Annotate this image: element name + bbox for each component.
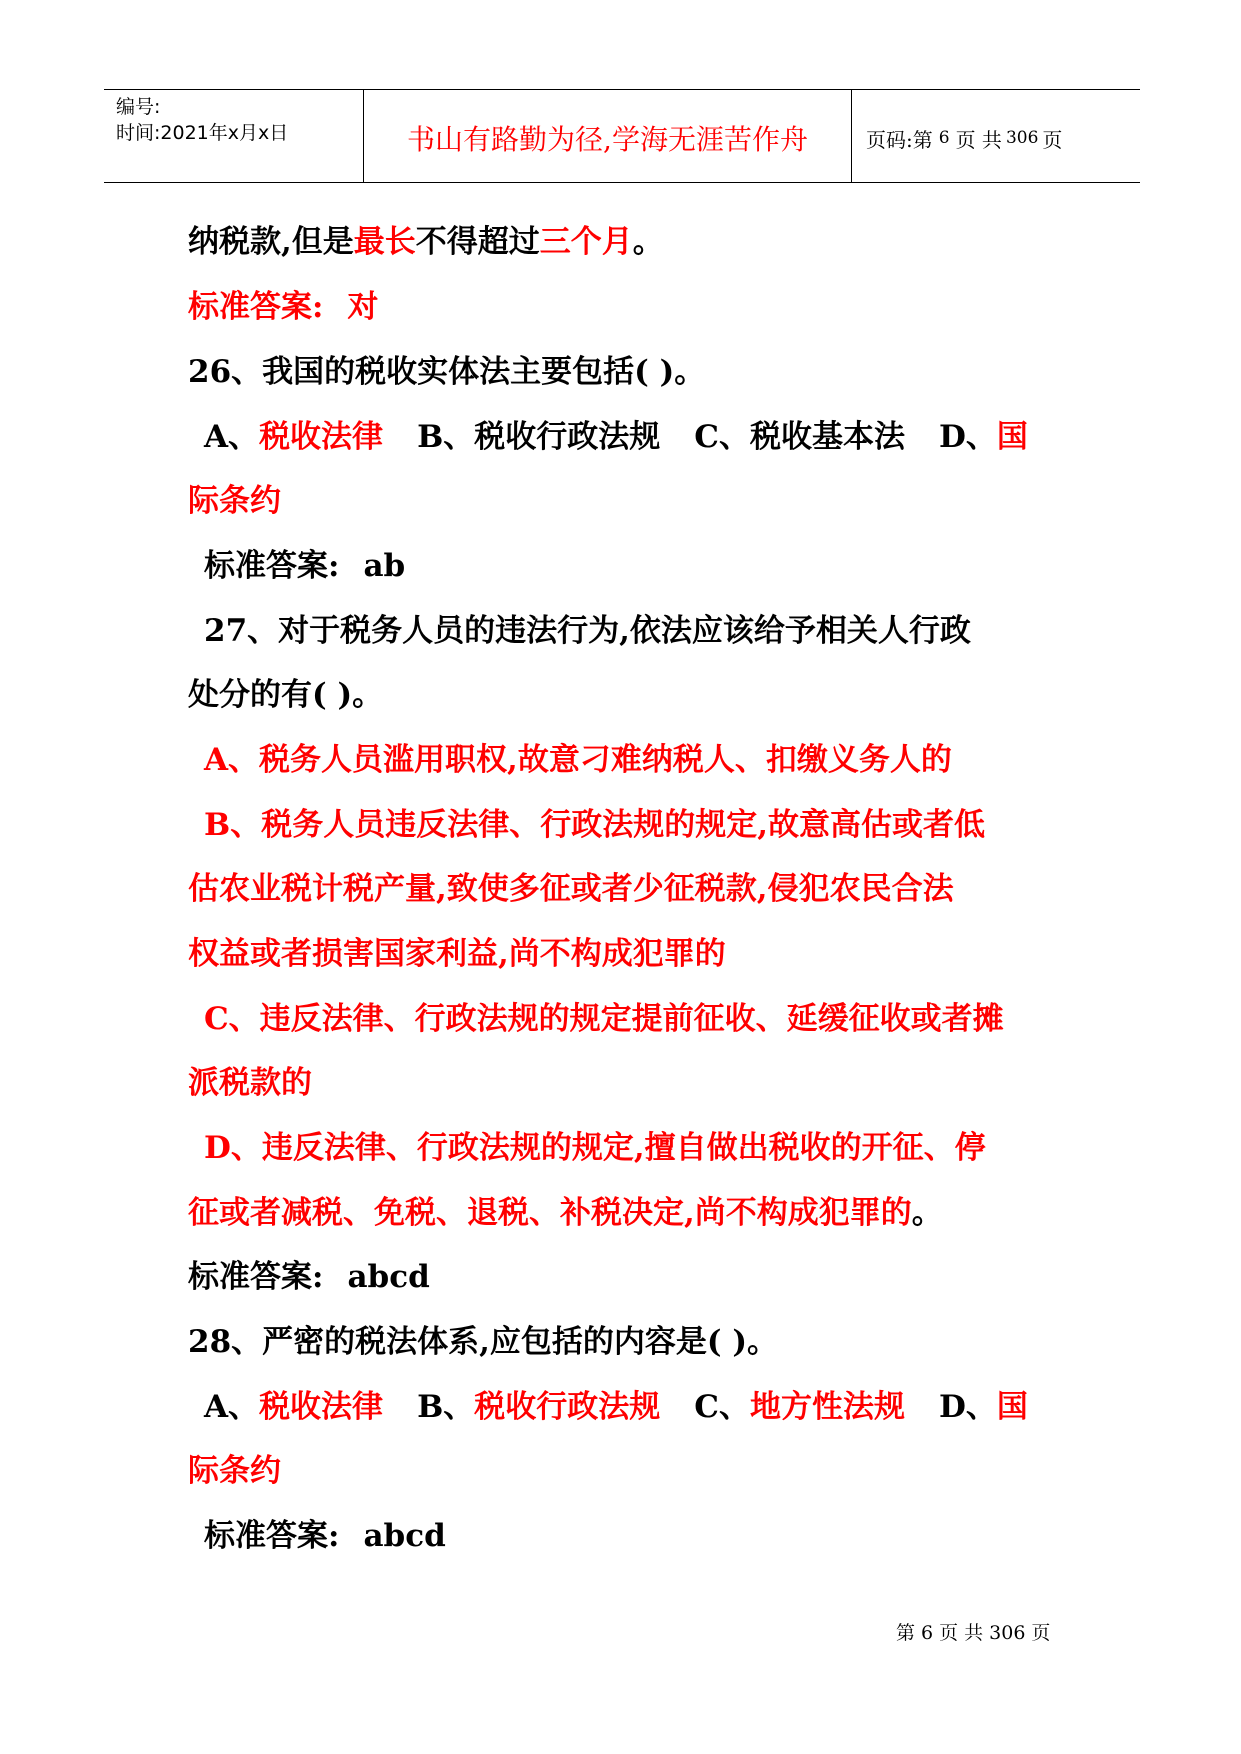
header-motto: 书山有路勤为径,学海无涯苦作舟	[364, 90, 852, 182]
answer-line	[204, 546, 405, 586]
question-27-option-d-cont: 征或者减税、免税、退税、补税决定,尚不构成犯罪的。	[188, 1195, 943, 1231]
header-page-number: 6	[938, 128, 950, 148]
option-b: 税收行政法规	[474, 1389, 661, 1425]
header-page-mid: 页 共	[955, 127, 1002, 152]
answer-line	[188, 1257, 430, 1297]
text-line: 纳税款,但是最长不得超过三个月。	[188, 224, 664, 260]
page-header	[104, 89, 1140, 183]
option-d: 国	[996, 419, 1028, 455]
question-26-option-d-cont: 际条约	[188, 483, 281, 519]
question-28-option-d-cont: 际条约	[188, 1453, 281, 1489]
answer-value: ab	[363, 548, 406, 584]
answer-value: abcd	[347, 1259, 430, 1295]
option-c: C、税收基本法	[694, 419, 905, 455]
document-number-label: 编号:	[116, 96, 161, 118]
question-26: 26、我国的税收实体法主要包括( )。	[188, 354, 706, 390]
option-a: 税收法律	[259, 1389, 384, 1425]
question-27-option-b-cont: 权益或者损害国家利益,尚不构成犯罪的	[188, 936, 726, 972]
option-b: B、税收行政法规	[417, 419, 661, 455]
answer-line	[188, 287, 378, 327]
answer-label: 标准答案:	[188, 289, 324, 325]
footer-suffix: 页	[1031, 1622, 1051, 1644]
header-page-info	[852, 90, 1140, 182]
header-page-suffix: 页	[1042, 127, 1063, 152]
question-28-options: A、税收法律 B、税收行政法规 C、地方性法规 D、国	[204, 1389, 1028, 1425]
option-a: 税收法律	[259, 419, 384, 455]
answer-value: abcd	[363, 1518, 446, 1554]
header-page-total: 306	[1005, 128, 1039, 148]
question-27: 27、对于税务人员的违法行为,依法应该给予相关人行政	[204, 613, 971, 649]
question-27-option-a: A、税务人员滥用职权,故意刁难纳税人、扣缴义务人的	[204, 742, 952, 778]
document-time: 时间:2021年x月x日	[116, 122, 289, 144]
question-27-option-b-cont: 估农业税计税产量,致使多征或者少征税款,侵犯农民合法	[188, 871, 954, 907]
footer-page-number: 6	[921, 1622, 934, 1644]
option-c: 地方性法规	[749, 1389, 905, 1425]
answer-label: 标准答案:	[204, 1518, 340, 1554]
question-28: 28、严密的税法体系,应包括的内容是( )。	[188, 1324, 779, 1360]
header-page-prefix: 页码:第	[866, 127, 933, 152]
answer-line	[204, 1516, 446, 1556]
answer-value: 对	[347, 289, 379, 325]
header-meta	[104, 90, 364, 182]
footer-prefix: 第	[896, 1622, 916, 1644]
answer-label: 标准答案:	[204, 548, 340, 584]
answer-label: 标准答案:	[188, 1259, 324, 1295]
question-27-option-c: C、违反法律、行政法规的规定提前征收、延缓征收或者摊	[204, 1001, 1004, 1037]
question-27-cont: 处分的有( )。	[188, 677, 384, 713]
option-d: 国	[996, 1389, 1028, 1425]
question-27-option-d: D、违反法律、行政法规的规定,擅自做出税收的开征、停	[204, 1130, 986, 1166]
footer-page-total: 306	[989, 1622, 1026, 1644]
footer-mid: 页 共	[939, 1622, 984, 1644]
question-27-option-c-cont: 派税款的	[188, 1065, 312, 1101]
page-footer	[893, 1618, 1053, 1645]
question-27-option-b: B、税务人员违反法律、行政法规的规定,故意高估或者低	[204, 807, 985, 843]
question-26-options: A、税收法律 B、税收行政法规 C、税收基本法 D、国	[204, 419, 1028, 455]
